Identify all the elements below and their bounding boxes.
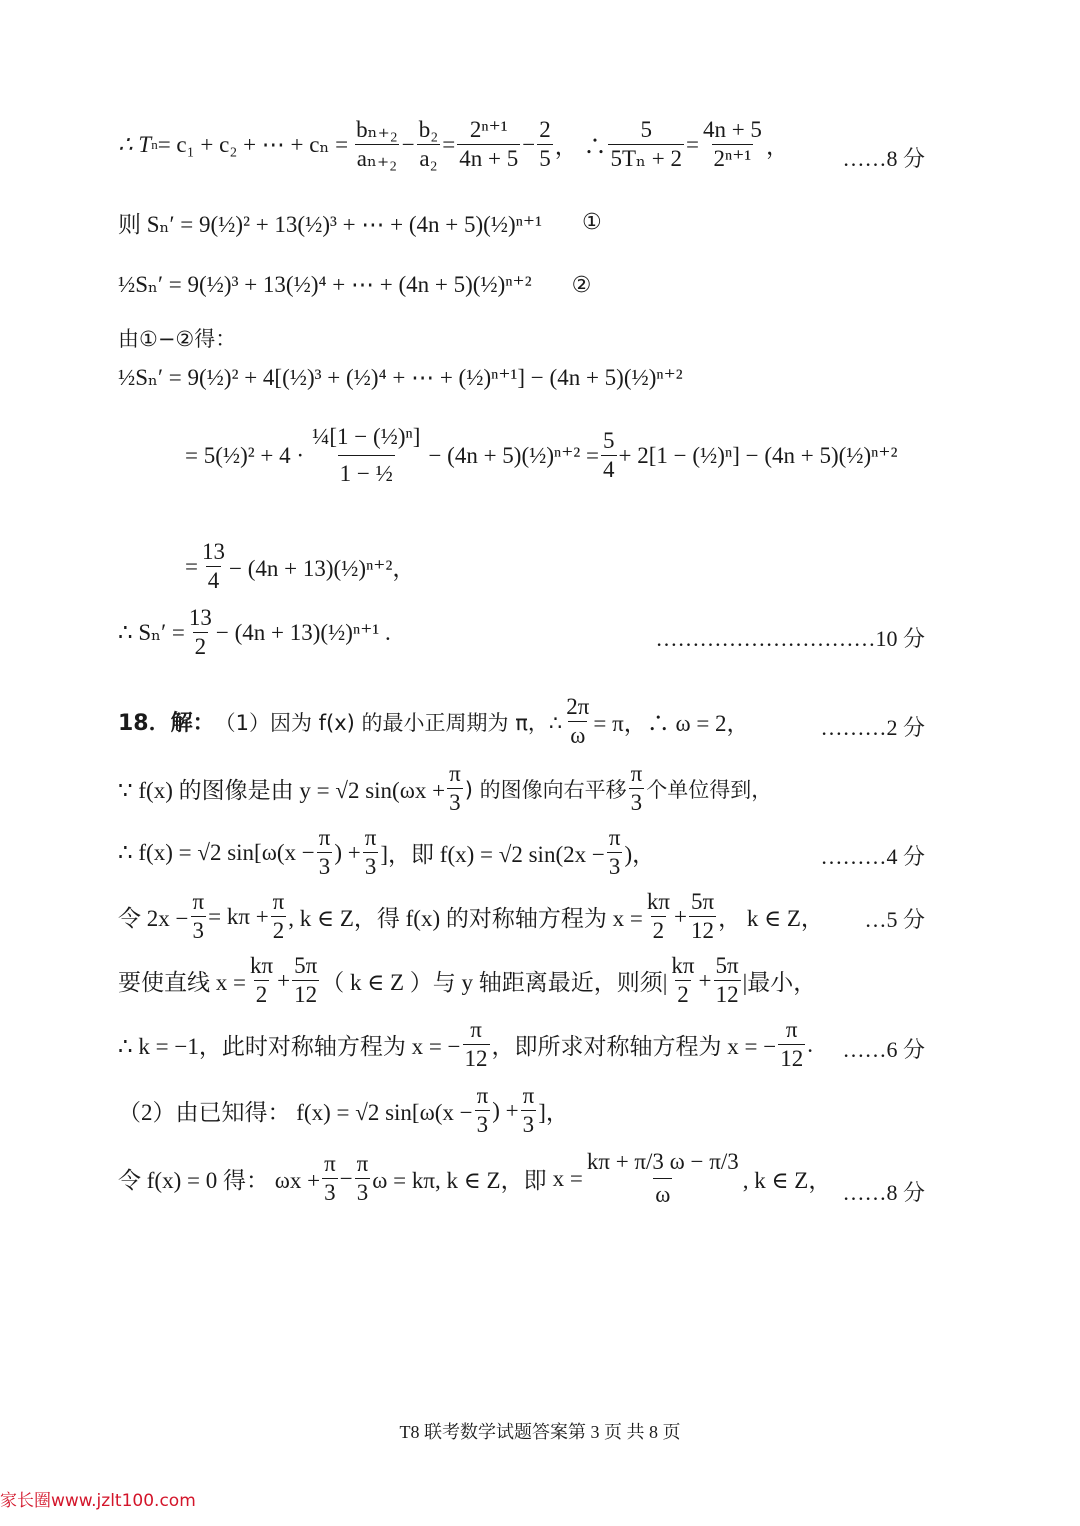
frac-num: 5 bbox=[603, 428, 615, 453]
frac-den: 3 bbox=[608, 854, 621, 880]
score-5: …5 分 bbox=[864, 907, 925, 932]
frac-den: 3 bbox=[356, 1180, 369, 1206]
frac-num: 2 bbox=[539, 117, 551, 142]
minus-sign: − bbox=[522, 131, 536, 157]
q18-axis-b: = kπ + bbox=[208, 903, 269, 929]
frac-pi-3 bbox=[322, 1152, 338, 1205]
site-watermark: 家长圈www.jzlt100.com bbox=[0, 1491, 196, 1511]
q18-part2-a: （2）由已知得： f(x) = √2 sin[ω(x − bbox=[118, 1100, 473, 1126]
q18-fx-b: ) + bbox=[334, 839, 361, 865]
frac-den: 3 bbox=[522, 1112, 535, 1138]
frac-den: 12 bbox=[780, 1046, 804, 1072]
frac-den: 3 bbox=[324, 1180, 336, 1206]
frac-num: 5π bbox=[294, 953, 318, 978]
q18-part2-b: ) + bbox=[492, 1097, 519, 1123]
frac-4n5-2n1 bbox=[701, 118, 764, 171]
frac-pi-3 bbox=[521, 1084, 537, 1137]
frac-pi-3 bbox=[447, 762, 463, 815]
q18-fx-line bbox=[118, 826, 930, 879]
frac-5-5tn2 bbox=[608, 118, 683, 171]
subtract-text: 由①−②得： bbox=[118, 327, 237, 351]
frac-num: π bbox=[630, 761, 643, 786]
subtraction-result: ½Sₙ′ = 9(½)² + 4[(½)³ + (½)⁴ + ⋯ + (½)ⁿ⁺¹] − (4n + 5)(½)ⁿ⁺² bbox=[118, 365, 683, 390]
frac-den: 5 bbox=[539, 146, 551, 172]
q18-shift-b: ) 的图像向右平移 bbox=[464, 777, 627, 802]
simplify-b: − (4n + 5)(½)ⁿ⁺² = bbox=[428, 442, 600, 468]
q18-shift-c: 个单位得到， bbox=[646, 777, 773, 802]
frac-zero-solution bbox=[585, 1150, 741, 1207]
frac-den: 4n + 5 bbox=[459, 146, 519, 172]
sn-series: 则 Sₙ′ = 9(½)² + 13(½)³ + ⋯ + (4n + 5)(½)ⁿ⁺¹ bbox=[118, 212, 542, 237]
score-6: ……6 分 bbox=[842, 1037, 925, 1062]
q18-zero-line bbox=[118, 1150, 930, 1207]
frac-den: 2 bbox=[272, 918, 285, 944]
frac-num: 13 bbox=[188, 605, 212, 630]
q18-axis-line bbox=[118, 890, 930, 943]
frac-num: 5 bbox=[640, 117, 652, 142]
frac-den: 3 bbox=[318, 854, 331, 880]
tn-sub: n bbox=[151, 136, 158, 152]
q18-zero-c: ω = kπ, k ∈ Z，即 bbox=[372, 1168, 547, 1194]
frac-num: bₙ₊₂ bbox=[356, 117, 398, 142]
subtract-note bbox=[118, 323, 930, 353]
simplify-c: + 2[1 − (½)ⁿ] − (4n + 5)(½)ⁿ⁺² bbox=[618, 442, 898, 468]
frac-num: b₂ bbox=[418, 117, 439, 142]
plus-sign: + bbox=[698, 967, 712, 993]
frac-pi-3 bbox=[317, 826, 333, 879]
frac-num: 13 bbox=[201, 539, 225, 564]
score-8-b: ……8 分 bbox=[842, 1180, 925, 1205]
frac-pi-3 bbox=[363, 826, 379, 879]
therefore: ， ∴ bbox=[554, 134, 607, 160]
frac-5pi-12 bbox=[714, 954, 741, 1007]
frac-5pi-12 bbox=[292, 954, 319, 1007]
frac-den: 12 bbox=[464, 1046, 488, 1072]
frac-num: π bbox=[522, 1083, 535, 1108]
q18-nearest-c: |最小， bbox=[742, 970, 817, 996]
frac-pi-3 bbox=[355, 1152, 371, 1205]
frac-num: π bbox=[470, 1017, 482, 1042]
frac-den: 12 bbox=[294, 982, 318, 1008]
frac-pi-12 bbox=[463, 1018, 490, 1071]
half-sn-series: ½Sₙ′ = 9(½)³ + 13(½)⁴ + ⋯ + (4n + 5)(½)ⁿ⁺² bbox=[118, 272, 532, 297]
frac-num: 4n + 5 bbox=[702, 117, 762, 142]
tn-eq: = c₁ + c₂ + ⋯ + cₙ = bbox=[157, 131, 349, 157]
q18-fx-c: ]，即 f(x) = √2 sin(2x − bbox=[380, 842, 605, 868]
frac-num: π bbox=[324, 1151, 336, 1176]
frac-den: 4 bbox=[207, 568, 220, 594]
frac-geometric-sum bbox=[310, 425, 422, 486]
frac-num: kπ bbox=[249, 953, 274, 978]
frac-den: ω bbox=[653, 1178, 672, 1207]
equation-mark-2: ② bbox=[571, 272, 592, 298]
frac-num: π bbox=[476, 1083, 489, 1108]
frac-5-4 bbox=[601, 429, 617, 482]
frac-den: ω bbox=[570, 723, 586, 749]
subtraction-result-line bbox=[118, 365, 930, 391]
comma: ， bbox=[765, 134, 789, 160]
q18-shift-line bbox=[118, 762, 930, 815]
frac-den: 3 bbox=[364, 854, 377, 880]
frac-13-4 bbox=[200, 540, 227, 593]
q18-fx-d: )， bbox=[624, 842, 656, 868]
frac-pi-3 bbox=[190, 890, 206, 943]
q18-k-line bbox=[118, 1018, 930, 1071]
frac-num: 2ⁿ⁺¹ bbox=[469, 117, 508, 142]
frac-den: 3 bbox=[449, 790, 461, 816]
q18-zero-x: x = bbox=[552, 1165, 583, 1191]
sn-series-line bbox=[118, 206, 930, 239]
score-8-a: ……8 分 bbox=[842, 146, 925, 171]
frac-2n1-4n5 bbox=[457, 118, 520, 171]
result-13-4-line bbox=[185, 540, 930, 593]
frac-pi-2 bbox=[271, 890, 287, 943]
frac-b-a-n2 bbox=[354, 118, 400, 171]
frac-pi-3 bbox=[475, 1084, 491, 1137]
period: . bbox=[807, 1031, 813, 1057]
frac-den: 2 bbox=[677, 982, 689, 1008]
q18-part2-c: ]， bbox=[538, 1100, 569, 1126]
q18-part2-line bbox=[118, 1084, 930, 1137]
q18-period-line bbox=[118, 695, 930, 748]
frac-den: a₂ bbox=[419, 146, 438, 172]
q18-axis-d: ， k ∈ Z， bbox=[718, 906, 824, 932]
frac-den: aₙ₊₂ bbox=[356, 146, 398, 172]
simplify-line bbox=[185, 425, 930, 486]
frac-num: ¼[1 − (½)ⁿ] bbox=[312, 424, 421, 449]
equals-sign: = bbox=[685, 131, 699, 157]
q18-nearest-a: 要使直线 x = bbox=[118, 970, 246, 996]
q18-nearest-b: （ k ∈ Z ）与 y 轴距离最近，则须| bbox=[321, 970, 668, 996]
frac-num: π bbox=[449, 761, 461, 786]
frac-pi-12 bbox=[778, 1018, 805, 1071]
frac-num: kπ bbox=[671, 953, 695, 978]
q18-zero-a: 令 f(x) = 0 得： ωx + bbox=[118, 1168, 321, 1194]
frac-den: 3 bbox=[630, 790, 643, 816]
frac-num: kπ + π/3 ω − π/3 bbox=[586, 1149, 739, 1174]
frac-den: 12 bbox=[691, 918, 714, 944]
q18-k-a: ∴ k = −1，此时对称轴方程为 x = − bbox=[118, 1034, 461, 1060]
q18-shift-a: ∵ f(x) 的图像是由 y = √2 sin(ωx + bbox=[118, 778, 446, 804]
frac-kpi-2 bbox=[669, 954, 696, 1007]
frac-num: π bbox=[272, 889, 285, 914]
frac-num: kπ bbox=[646, 889, 670, 914]
question-18-label: 18．解： bbox=[118, 711, 215, 737]
frac-num: 5π bbox=[690, 889, 715, 914]
plus-sign: + bbox=[277, 967, 291, 993]
frac-kpi-2 bbox=[248, 954, 275, 1007]
frac-pi-3 bbox=[607, 826, 623, 879]
frac-2pi-omega bbox=[564, 695, 591, 748]
frac-den: 2ⁿ⁺¹ bbox=[713, 146, 752, 172]
frac-num: π bbox=[192, 889, 205, 914]
sn-final-b: − (4n + 13)(½)ⁿ⁺¹ . bbox=[215, 619, 391, 645]
minus-sign: − bbox=[401, 131, 415, 157]
frac-den: 1 − ½ bbox=[338, 455, 395, 486]
frac-kpi-2 bbox=[645, 890, 672, 943]
frac-den: 3 bbox=[476, 1112, 489, 1138]
score-4: ………4 分 bbox=[820, 844, 925, 869]
equals-sign: = bbox=[442, 131, 456, 157]
q18-fx-a: ∴ f(x) = √2 sin[ω(x − bbox=[118, 839, 315, 865]
page-footer: T8 联考数学试题答案第 3 页 共 8 页 bbox=[399, 1422, 681, 1442]
frac-num: π bbox=[785, 1017, 798, 1042]
frac-den: 2 bbox=[255, 982, 268, 1008]
plus-sign: + bbox=[673, 903, 687, 929]
frac-5pi-12 bbox=[689, 890, 716, 943]
q18-omega-value: = π，∴ ω = 2， bbox=[593, 711, 750, 737]
frac-2-5 bbox=[537, 118, 553, 171]
frac-num: π bbox=[608, 825, 621, 850]
frac-b2-a2 bbox=[417, 118, 441, 171]
frac-den: 12 bbox=[715, 982, 739, 1008]
q18-nearest-line bbox=[118, 954, 930, 1007]
equals-sign: = bbox=[185, 553, 198, 579]
frac-pi-3 bbox=[629, 762, 645, 815]
frac-den: 5Tₙ + 2 bbox=[610, 146, 682, 172]
score-2: ………2 分 bbox=[820, 715, 925, 740]
q18-k-b: ，即所求对称轴方程为 x = − bbox=[491, 1034, 777, 1060]
sn-final-a: ∴ Sₙ′ = bbox=[118, 619, 185, 645]
q18-axis-a: 令 2x − bbox=[118, 906, 189, 932]
frac-num: π bbox=[318, 825, 331, 850]
frac-num: 5π bbox=[715, 953, 739, 978]
tn-sum-line bbox=[118, 118, 930, 171]
score-10: …………………………10 分 bbox=[655, 626, 925, 651]
q18-axis-c: , k ∈ Z，得 f(x) 的对称轴方程为 x = bbox=[288, 906, 643, 932]
simplify-a: = 5(½)² + 4 · bbox=[185, 442, 305, 468]
equation-mark-1: ① bbox=[581, 210, 602, 235]
tn-prefix: ∴ T bbox=[118, 131, 152, 157]
frac-den: 2 bbox=[652, 918, 665, 944]
result-13-4-tail: − (4n + 13)(½)ⁿ⁺²， bbox=[228, 556, 416, 582]
minus-sign: − bbox=[339, 1165, 353, 1191]
frac-den: 3 bbox=[192, 918, 205, 944]
frac-num: π bbox=[364, 825, 377, 850]
frac-den: 4 bbox=[603, 457, 615, 483]
frac-num: 2π bbox=[566, 694, 590, 719]
half-sn-series-line bbox=[118, 272, 930, 298]
frac-13-2 bbox=[187, 606, 214, 659]
frac-den: 2 bbox=[194, 634, 207, 660]
q18-period-text: （1）因为 f(x) 的最小正周期为 π，∴ bbox=[214, 710, 563, 735]
q18-zero-d: , k ∈ Z， bbox=[742, 1168, 832, 1194]
frac-num: π bbox=[356, 1151, 369, 1176]
